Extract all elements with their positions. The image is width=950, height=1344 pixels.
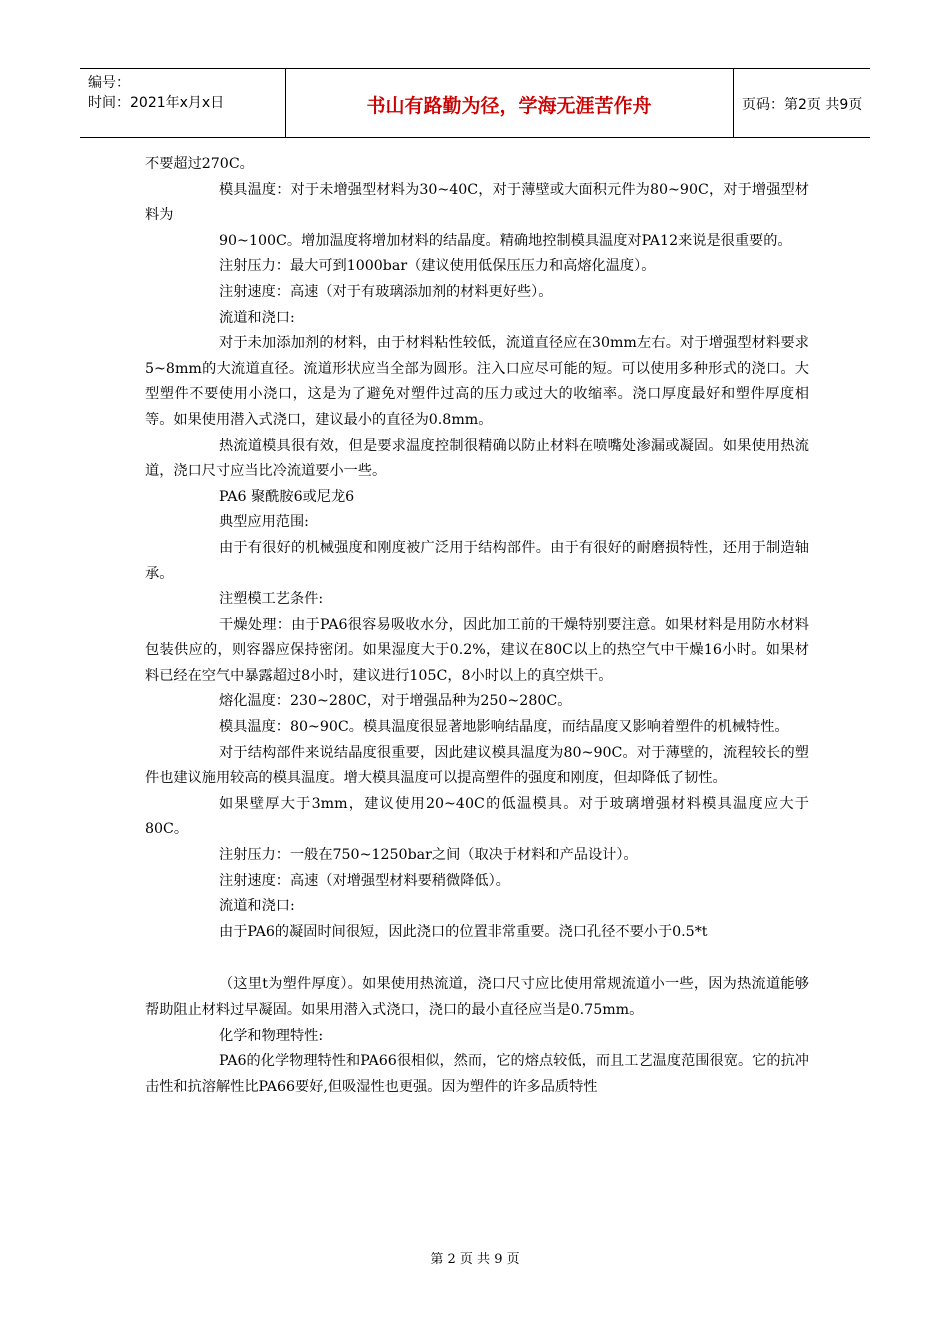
section-heading: PA6 聚酰胺6或尼龙6: [219, 488, 355, 505]
page-footer: 第 2 页 共 9 页: [430, 1252, 520, 1267]
paragraph: 模具温度：对于未增强型材料为30~40C，对于薄壁或大面积元件为80~90C，对于增强型材料为: [145, 181, 809, 224]
header-motto-cell: [285, 69, 734, 137]
paragraph: 干燥处理：由于PA6很容易吸收水分，因此加工前的干燥特别要注意。如果材料是用防水材料包装供应的，则容器应保持密闭。如果湿度大于0.2%，建议在80C以上的热空气中干燥16小时。如果材料已经在空气中暴露超过8小时，建议进行105C，8小时以上的真空烘干。: [145, 616, 809, 684]
header-page-cell: [734, 69, 870, 137]
paragraph: 注射压力：最大可到1000bar（建议使用低保压压力和高熔化温度）。: [219, 258, 656, 275]
paragraph: 对于结构部件来说结晶度很重要，因此建议模具温度为80~90C。对于薄壁的，流程较长的塑件也建议施用较高的模具温度。增大模具温度可以提高塑件的强度和刚度，但却降低了韧性。: [145, 744, 809, 787]
paragraph: 熔化温度：230~280C，对于增强品种为250~280C。: [219, 693, 572, 710]
paragraph: （这里t为塑件厚度）。如果使用热流道，浇口尺寸应比使用常规流道小一些，因为热流道能够帮助阻止材料过早凝固。如果用潜入式浇口，浇口的最小直径应当是0.75mm。: [145, 976, 809, 1018]
section-heading: 流道和浇口:: [219, 309, 295, 326]
section-heading: 注塑模工艺条件:: [219, 591, 324, 608]
paragraph: 热流道模具很有效，但是要求温度控制很精确以防止材料在喷嘴处渗漏或凝固。如果使用热流道，浇口尺寸应当比冷流道要小一些。: [145, 437, 809, 480]
section-heading: 流道和浇口:: [219, 898, 295, 915]
paragraph: 注射速度：高速（对增强型材料要稍微降低）。: [219, 872, 510, 889]
document-body: [145, 152, 809, 1100]
document-number-label: 编号：: [88, 75, 130, 91]
paragraph: 由于有很好的机械强度和刚度被广泛用于结构部件。由于有很好的耐磨损特性，还用于制造轴承。: [145, 539, 809, 582]
paragraph: PA6的化学物理特性和PA66很相似，然而，它的熔点较低，而且工艺温度范围很宽。它的抗冲击性和抗溶解性比PA66要好,但吸湿性也更强。因为塑件的许多品质特性: [145, 1053, 809, 1095]
paragraph: 如果壁厚大于3mm，建议使用20~40C的低温模具。对于玻璃增强材料模具温度应大于80C。: [145, 795, 809, 838]
document-date-label: 时间：2021年x月x日: [88, 95, 225, 111]
paragraph: 90~100C。增加温度将增加材料的结晶度。精确地控制模具温度对PA12来说是很重要的。: [219, 232, 792, 249]
paragraph: 对于未加添加剂的材料，由于材料粘性较低，流道直径应在30mm左右。对于增强型材料要求5~8mm的大流道直径。流道形状应当全部为圆形。注入口应尽可能的短。可以使用多种形式的浇口。大型塑件不要使用小浇口，这是为了避免对塑件过高的压力或过大的收缩率。浇口厚度最好和塑件厚度相等。如果使用潜入式浇口，建议最小的直径为0.8mm。: [145, 335, 809, 428]
header-page-number: 页码：第2页 共9页: [742, 97, 863, 113]
paragraph: 注射压力：一般在750~1250bar之间（取决于材料和产品设计）。: [219, 847, 638, 864]
section-heading: 典型应用范围:: [219, 514, 309, 531]
paragraph: 注射速度：高速（对于有玻璃添加剂的材料更好些）。: [219, 283, 553, 300]
page-header: [80, 68, 870, 138]
paragraph: 不要超过270C。: [145, 156, 254, 172]
paragraph: 模具温度：80~90C。模具温度很显著地影响结晶度，而结晶度又影响着塑件的机械特性。: [219, 719, 789, 736]
paragraph: 由于PA6的凝固时间很短，因此浇口的位置非常重要。浇口孔径不要小于0.5*t: [219, 923, 708, 940]
section-heading: 化学和物理特性:: [219, 1027, 324, 1044]
header-motto: 书山有路勤为径，学海无涯苦作舟: [366, 95, 652, 117]
header-info-cell: [80, 69, 286, 137]
